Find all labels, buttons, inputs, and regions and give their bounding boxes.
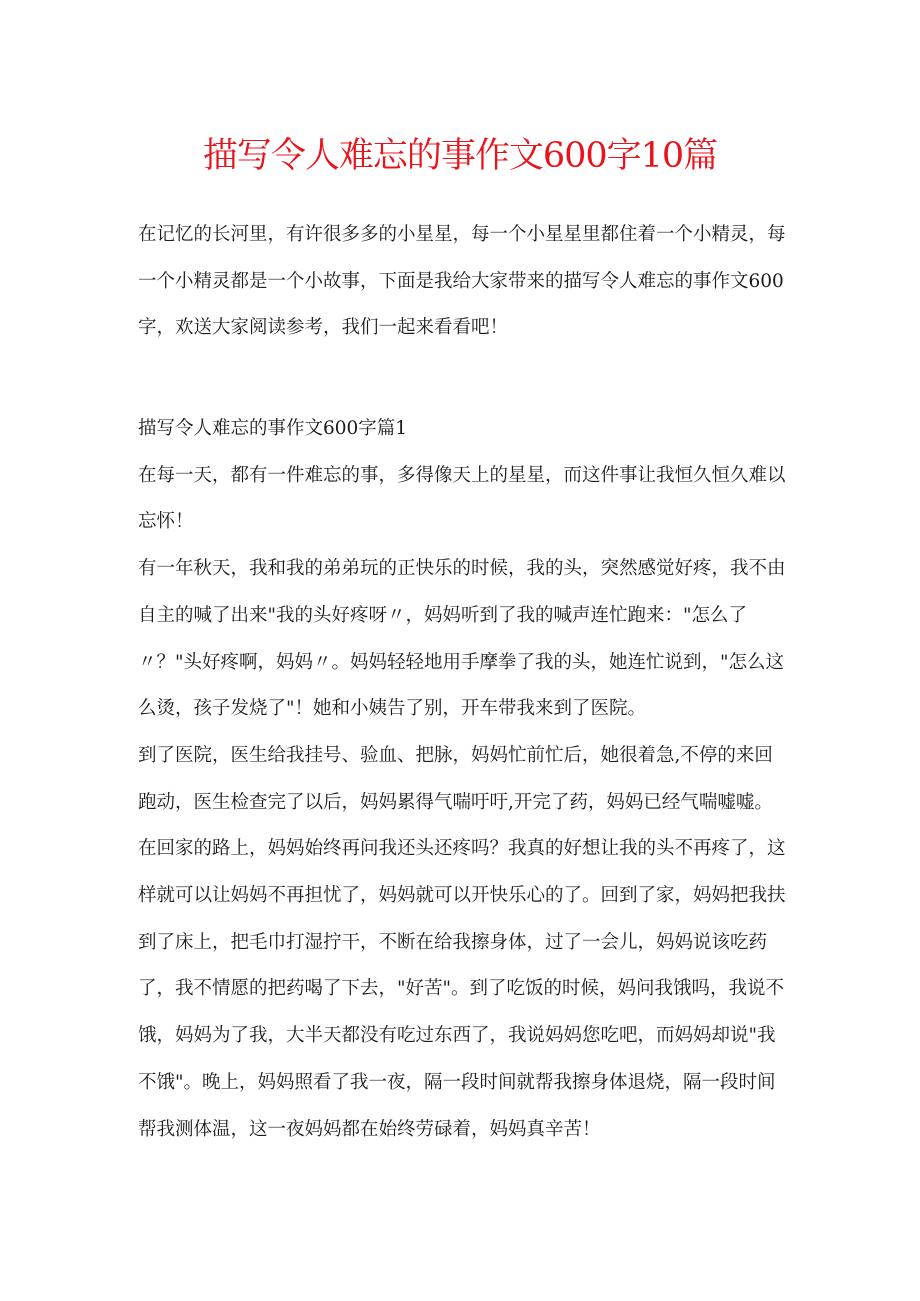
section-heading: 描写令人难忘的事作文600字篇1 <box>138 418 408 439</box>
paragraph: 到了医院，医生给我挂号、验血、把脉，妈妈忙前忙后，她很着急,不停的来回跑动，医生检查完了以后，妈妈累得气喘吁吁,开完了药，妈妈已经气喘嘘嘘。 <box>138 744 773 813</box>
intro-paragraph: 在记忆的长河里，有许很多多的小星星，每一个小星星里都住着一个小精灵，每一个小精灵都是一个小故事，下面是我给大家带来的描写令人难忘的事作文600字，欢送大家阅读参考，我们一起来看看吧！ <box>138 224 786 338</box>
paragraph: 有一年秋天，我和我的弟弟玩的正快乐的时候，我的头，突然感觉好疼，我不由自主的喊了出来"我的头好疼呀〃，妈妈听到了我的喊声连忙跑来："怎么了〃？"头好疼啊，妈妈〃。妈妈轻轻地用手摩拳了我的头，她连忙说到，"怎么这么烫，孩子发烧了"！她和小姨告了别，开车带我来到了医院。 <box>138 558 786 720</box>
page-title: 描写令人难忘的事作文600字10篇 <box>202 136 718 176</box>
essay-section <box>138 406 788 1153</box>
paragraph: 在每一天，都有一件难忘的事，多得像天上的星星，而这件事让我恒久恒久难以忘怀！ <box>138 464 786 533</box>
paragraph: 在回家的路上，妈妈始终再问我还头还疼吗？我真的好想让我的头不再疼了，这样就可以让妈妈不再担忧了，妈妈就可以开快乐心的了。回到了家，妈妈把我扶到了床上，把毛巾打湿拧干，不断在给我擦身体，过了一会儿，妈妈说该吃药了，我不情愿的把药喝了下去，"好苦"。到了吃饭的时候，妈问我饿吗，我说不饿，妈妈为了我，大半天都没有吃过东西了，我说妈妈您吃吧，而妈妈却说"我不饿"。晚上，妈妈照看了我一夜，隔一段时间就帮我擦身体退烧，隔一段时间帮我测体温，这一夜妈妈都在始终劳碌着，妈妈真辛苦！ <box>138 838 786 1140</box>
